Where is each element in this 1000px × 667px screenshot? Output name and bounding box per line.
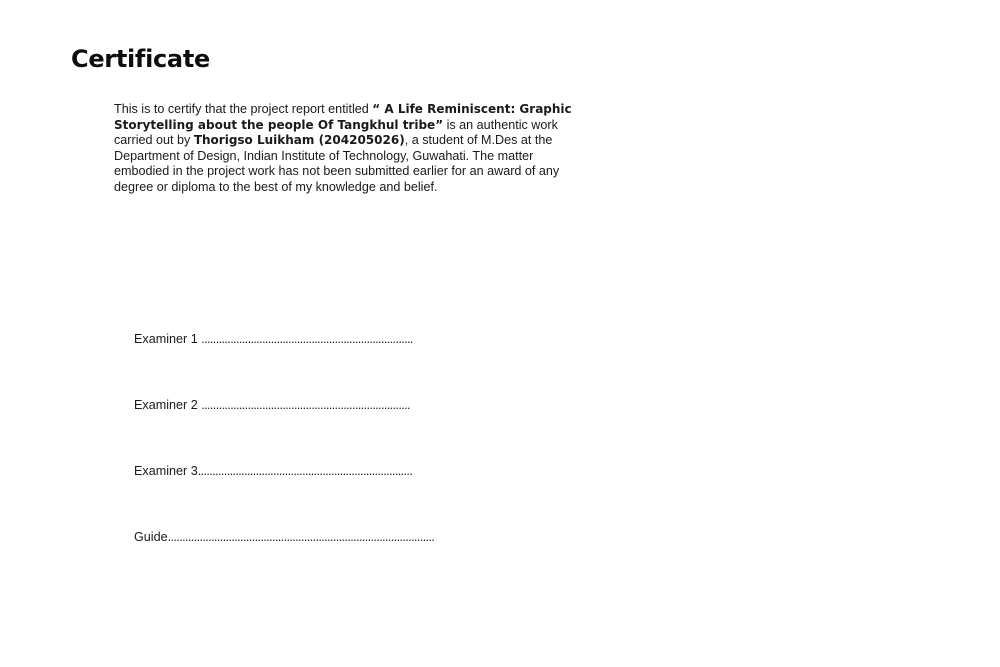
examiner-1-signature-line: ......................................................................... xyxy=(201,332,413,346)
page-title: Certificate xyxy=(71,45,210,73)
examiner-2-label: Examiner 2 xyxy=(134,398,202,412)
guide-signature xyxy=(134,530,434,544)
guide-label: Guide xyxy=(134,530,168,544)
examiner-3-label: Examiner 3 xyxy=(134,464,198,478)
examiner-1-label: Examiner 1 xyxy=(134,332,202,346)
examiner-1-signature xyxy=(134,332,413,346)
statement-rest: , a student of M.Des at the Department of Design, Indian Institute of Technology, Guwahati. The matter embodied in the project work has not been submitted earlier for an award of any degree or diploma to the best of my knowledge and belief. xyxy=(114,133,560,194)
examiner-3-signature-line: .......................................................................... xyxy=(197,464,413,478)
statement-intro: This is to certify that the project report entitled xyxy=(114,102,373,116)
student-name: Thorigso Luikham (204205026) xyxy=(193,133,405,148)
certificate-statement xyxy=(114,102,584,196)
guide-signature-line: ............................................................................................ xyxy=(167,530,435,544)
examiner-2-signature xyxy=(134,398,410,412)
project-title: “ A Life Reminiscent: Graphic Storytelling about the people Of Tangkhul tribe” xyxy=(114,102,572,132)
examiner-2-signature-line: ........................................................................ xyxy=(201,398,410,412)
statement-middle: is an authentic work carried out by xyxy=(114,117,558,148)
examiner-3-signature xyxy=(134,464,412,478)
